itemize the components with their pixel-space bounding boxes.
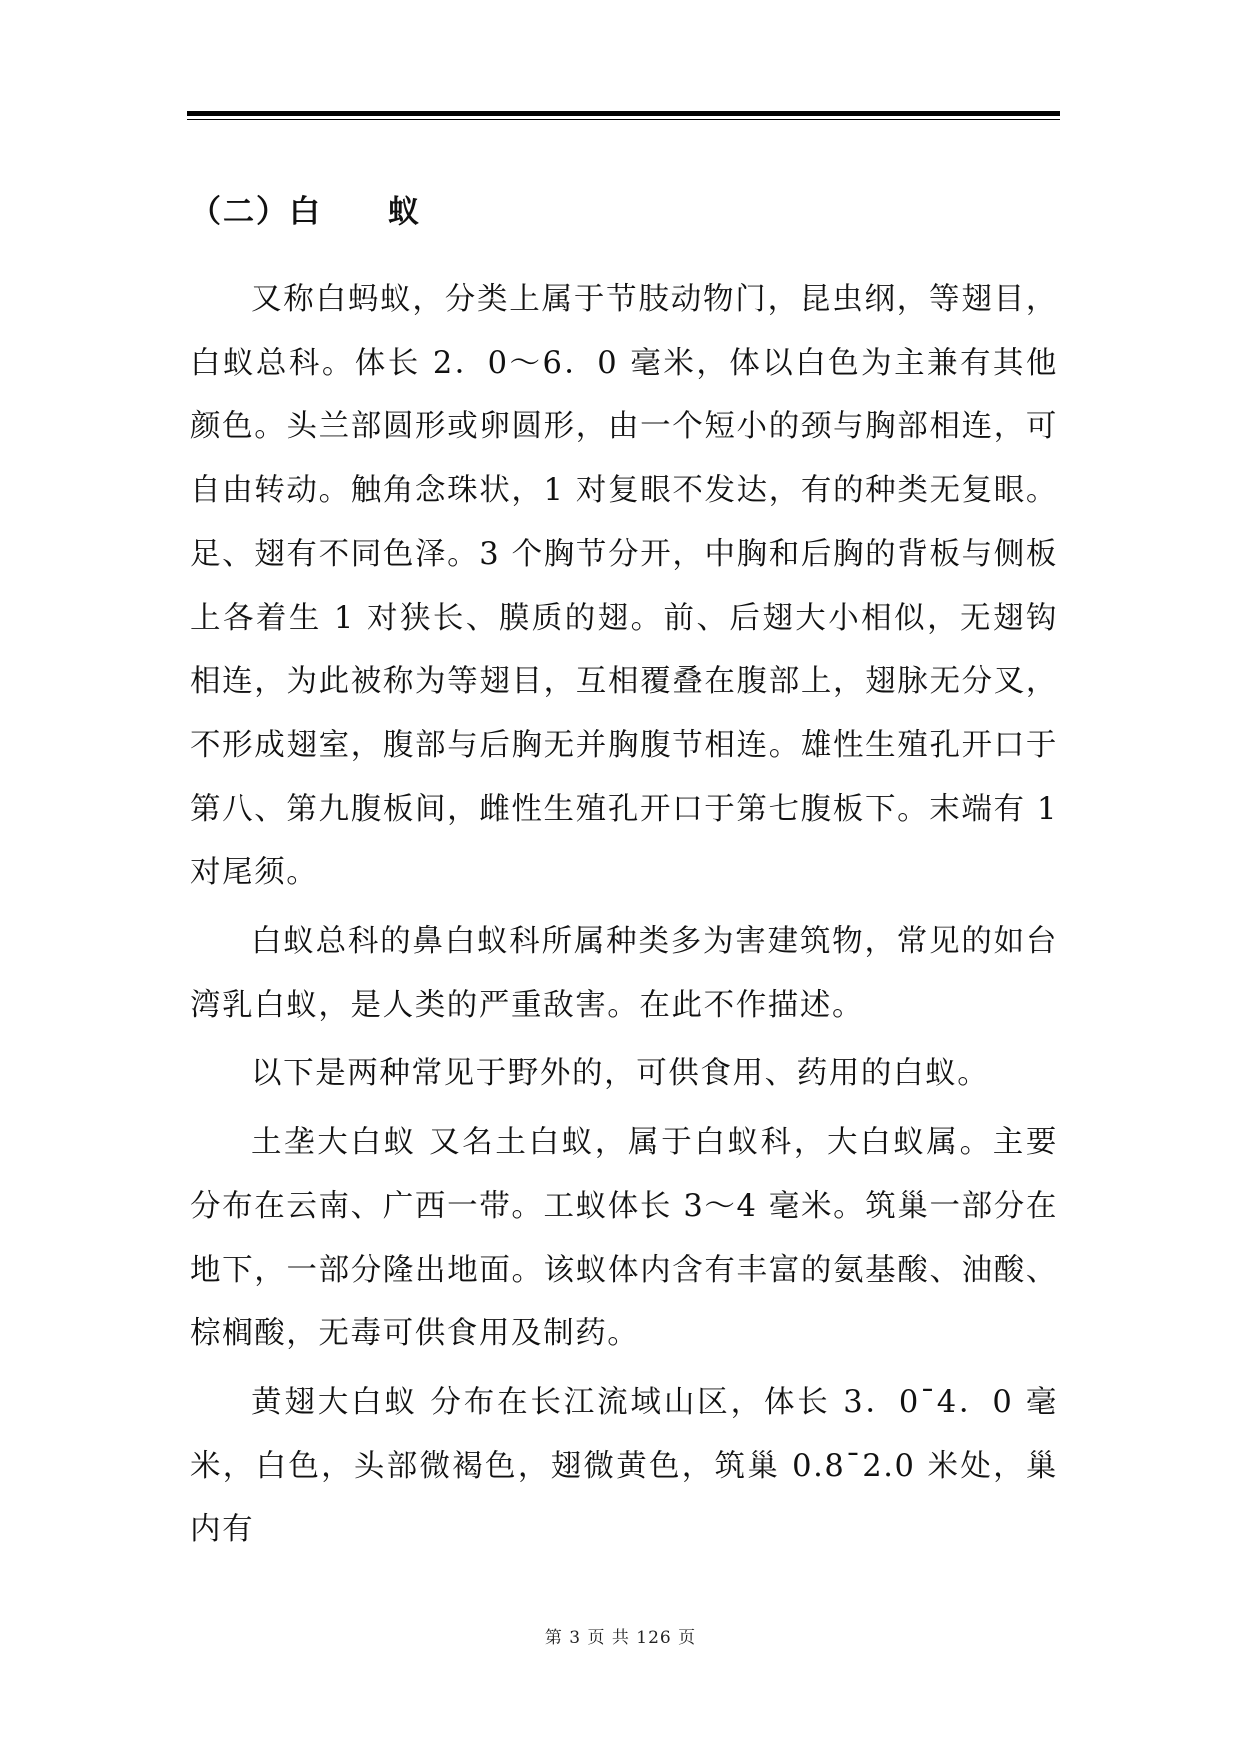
page-footer: 第 3 页 共 126 页 xyxy=(544,1628,697,1648)
paragraph-edible-species: 以下是两种常见于野外的，可供食用、药用的白蚁。 xyxy=(251,1056,990,1092)
header-rule xyxy=(187,111,1060,116)
section-heading: （二）白 蚁 xyxy=(190,194,421,230)
paragraph-intro: 又称白蚂蚁，分类上属于节肢动物门，昆虫纲，等翅目，白蚁总科。体长 2．0～6．0 毫米，体以白色为主兼有其他颜色。头兰部圆形或卵圆形，由一个短小的颈与胸部相连，可自由转动。触角念珠状，1 对复眼不发达，有的种类无复眼。足、翅有不同色泽。3 个胸节分开，中胸和后胸的背板与侧板上各着生 1 对狭长、膜质的翅。前、后翅大小相似，无翅钩相连，为此被称为等翅目，互相覆叠在腹部上，翅脉无分叉，不形成翅室，腹部与后胸无并胸腹节相连。雄性生殖孔开口于第八、第九腹板间，雌性生殖孔开口于第七腹板下。末端有 1 对尾须。 xyxy=(190,282,1058,891)
paragraph-tulong-termite: 土垄大白蚁 又名土白蚁，属于白蚁科，大白蚁属。主要分布在云南、广西一带。工蚁体长 3～4 毫米。筑巢一部分在地下，一部分隆出地面。该蚁体内含有丰富的氨基酸、油酸、棕榈酸，无毒可供食用及制药。 xyxy=(190,1125,1058,1352)
paragraph-pest-species: 白蚁总科的鼻白蚁科所属种类多为害建筑物，常见的如台湾乳白蚁，是人类的严重敌害。在此不作描述。 xyxy=(190,924,1058,1023)
header-rule-thin xyxy=(187,119,1060,120)
paragraph-huangchi-termite: 黄翅大白蚁 分布在长江流域山区，体长 3．0¯4．0 毫米，白色，头部微褐色，翅微黄色，筑巢 0.8¯2.0 米处，巢内有 xyxy=(190,1384,1058,1548)
body-text xyxy=(190,268,1058,1562)
